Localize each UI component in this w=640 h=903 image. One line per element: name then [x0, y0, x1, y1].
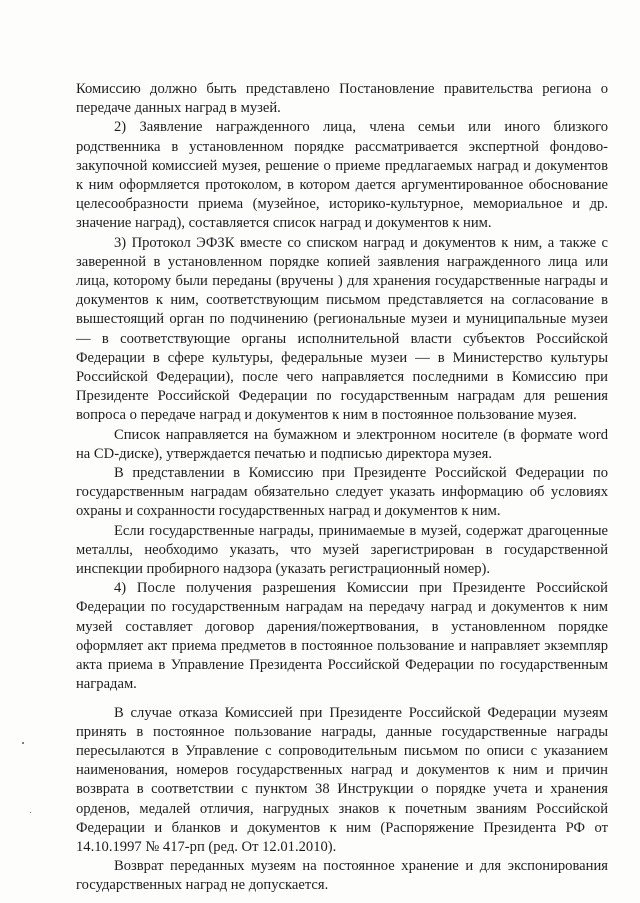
- paragraph-item-3: 3) Протокол ЭФЗК вместе со списком наград и документов к ним, а также с заверенной в установленном порядке копией заявления награжденного лица или лица, которому были переданы (вручены ) для хранения государственные награды и документов к ним, соответствующим письмом представляется на согласование в вышестоящий орган по подчинению (региональные музеи и муниципальные музеи — в соответствующие органы исполнительной власти субъектов Российской Федерации в сфере культуры, федеральные музеи — в Министерство культуры Российской Федерации), после чего направляется последними в Комиссию при Президенте Российской Федерации по государственным наградам для решения вопроса о передаче наград и документов к ним в постоянное пользование музея.: [76, 234, 608, 424]
- paragraph-item-4: 4) После получения разрешения Комиссии при Президенте Российской Федерации по государственным наградам на передачу наград и документов к ним музей составляет договор дарения/пожертвования, в установленном порядке оформляет акт приема предметов в постоянное пользование и направляет экземпляр акта приема в Управление Президента Российской Федерации по государственным наградам.: [76, 580, 608, 693]
- paragraph-continuation: Комиссию должно быть представлено Постановление правительства региона о передаче данных наград в музей.: [76, 81, 608, 117]
- paragraph-refusal: В случае отказа Комиссией при Президенте Российской Федерации музеям принять в постоянное пользование награды, данные государственные награды пересылаются в Управление с сопроводительным письмом по описи с указанием наименования, номеров государственных наград и документов к ним и причин возврата в соответствии с пунктом 38 Инструкции о порядке учета и хранения орденов, медалей отличия, нагрудных знаков к почетным званиям Российской Федерации и бланков и документов к ним (Распоряжение Президента РФ от 14.10.1997 № 417-рп (ред. От 12.01.2010).: [76, 704, 608, 855]
- paragraph-return-prohibited: Возврат переданных музеям на постоянное хранение и для экспонирования государственных наград не допускается.: [76, 858, 608, 894]
- paragraph-commission-info: В представлении в Комиссию при Президенте Российской Федерации по государственным наградам обязательно следует указать информацию об условиях охраны и сохранности государственных наград и документов к ним.: [76, 465, 608, 520]
- paragraph-item-2: 2) Заявление награжденного лица, члена семьи или иного близкого родственника в установленном порядке рассматривается экспертной фондово-закупочной комиссией музея, решение о приеме предлагаемых наград и документов к ним оформляется протоколом, в котором дается аргументированное обоснование целесообразности приема (музейное, историко-культурное, мемориальное и др. значение наград), составляется список наград и документов к ним.: [76, 119, 608, 232]
- scan-speck: [22, 742, 24, 744]
- paragraph-precious-metals: Если государственные награды, принимаемые в музей, содержат драгоценные металлы, необходимо указать, что музей зарегистрирован в государственной инспекции пробирного надзора (указать регистрационный номер).: [76, 522, 608, 578]
- scan-speck: [30, 812, 31, 813]
- document-body: [76, 80, 608, 896]
- paragraph-list-sending: Список направляется на бумажном и электронном носителе (в формате word на CD-диске), утверждается печатью и подписью директора музея.: [76, 426, 608, 462]
